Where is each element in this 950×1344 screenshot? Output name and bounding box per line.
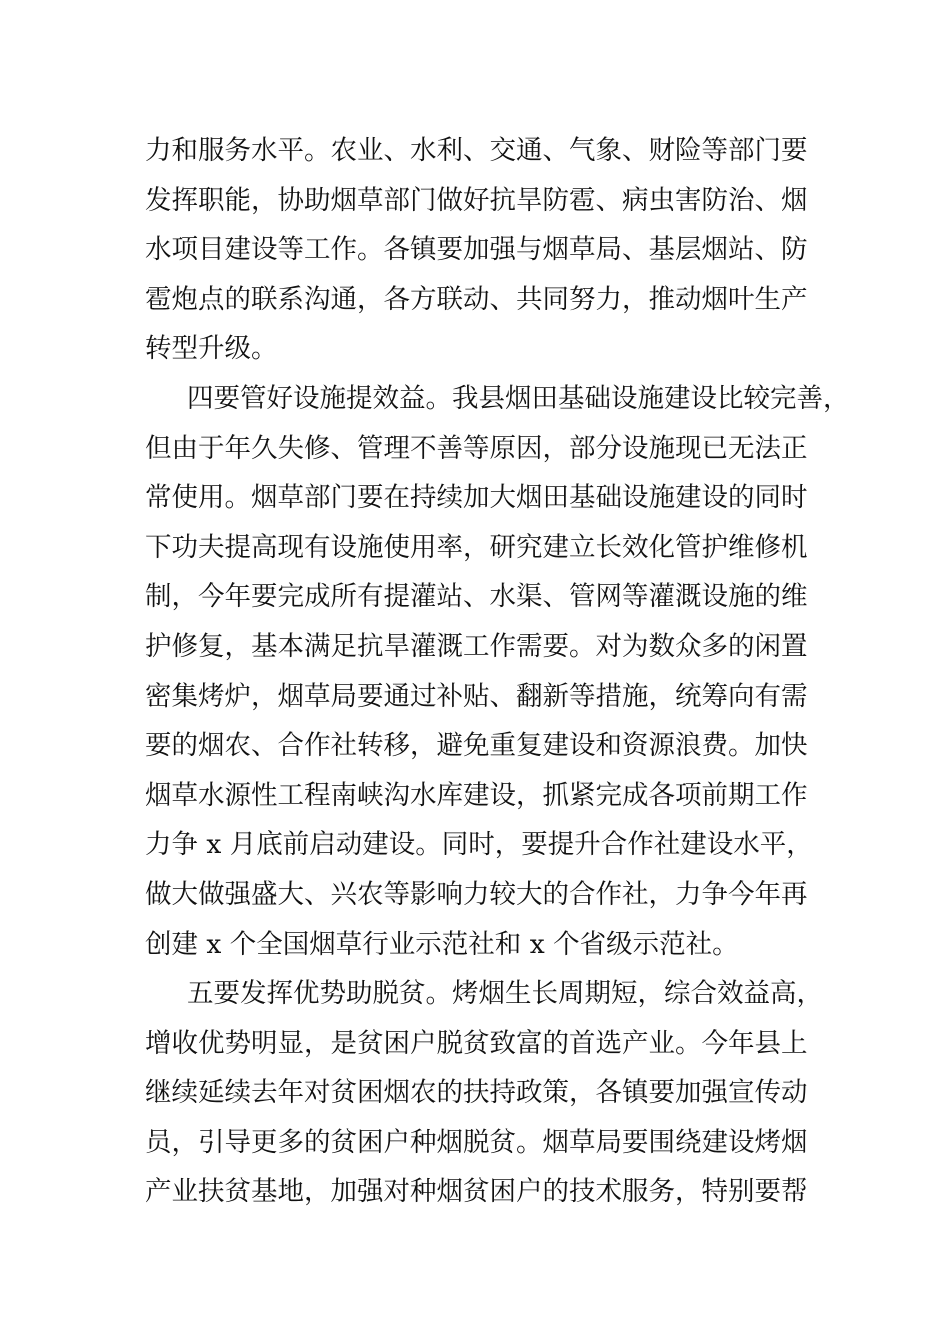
text-line: 发挥职能，协助烟草部门做好抗旱防雹、病虫害防治、烟 bbox=[145, 184, 808, 216]
text-line: 但由于年久失修、管理不善等原因，部分设施现已无法正 bbox=[145, 432, 808, 464]
text-line: 雹炮点的联系沟通，各方联动、共同努力，推动烟叶生产 bbox=[145, 283, 808, 315]
text-line: 员，引导更多的贫困户种烟脱贫。烟草局要围绕建设烤烟 bbox=[145, 1126, 808, 1158]
text-line: 力和服务水平。农业、水利、交通、气象、财险等部门要 bbox=[145, 135, 808, 166]
text-line: 继续延续去年对贫困烟农的扶持政策，各镇要加强宣传动 bbox=[145, 1077, 808, 1109]
text-line: 要的烟农、合作社转移，避免重复建设和资源浪费。加快 bbox=[145, 730, 808, 762]
text-line: 密集烤炉，烟草局要通过补贴、翻新等措施，统筹向有需 bbox=[145, 680, 808, 712]
text-line: 下功夫提高现有设施使用率，研究建立长效化管护维修机 bbox=[145, 531, 808, 563]
text-line: 增收优势明显，是贫困户脱贫致富的首选产业。今年县上 bbox=[145, 1027, 808, 1059]
text-line: 做大做强盛大、兴农等影响力较大的合作社，力争今年再 bbox=[145, 878, 808, 910]
text-line: 产业扶贫基地，加强对种烟贫困户的技术服务，特别要帮 bbox=[145, 1176, 808, 1208]
text-line: 创建 x 个全国烟草行业示范社和 x 个省级示范社。 bbox=[145, 928, 739, 960]
paragraph-start-line: 四要管好设施提效益。我县烟田基础设施建设比较完善， bbox=[187, 382, 850, 414]
text-line: 护修复，基本满足抗旱灌溉工作需要。对为数众多的闲置 bbox=[145, 630, 808, 662]
text-line: 常使用。烟草部门要在持续加大烟田基础设施建设的同时 bbox=[145, 482, 808, 514]
text-line: 力争 x 月底前启动建设。同时，要提升合作社建设水平， bbox=[145, 829, 813, 861]
text-line: 水项目建设等工作。各镇要加强与烟草局、基层烟站、防 bbox=[145, 234, 808, 266]
text-line: 烟草水源性工程南峡沟水库建设，抓紧完成各项前期工作 bbox=[145, 779, 808, 811]
body-text bbox=[145, 126, 850, 1217]
paragraph-start-line: 五要发挥优势助脱贫。烤烟生长周期短，综合效益高， bbox=[187, 978, 823, 1010]
text-line: 制，今年要完成所有提灌站、水渠、管网等灌溉设施的维 bbox=[145, 581, 808, 613]
text-line: 转型升级。 bbox=[145, 333, 278, 365]
